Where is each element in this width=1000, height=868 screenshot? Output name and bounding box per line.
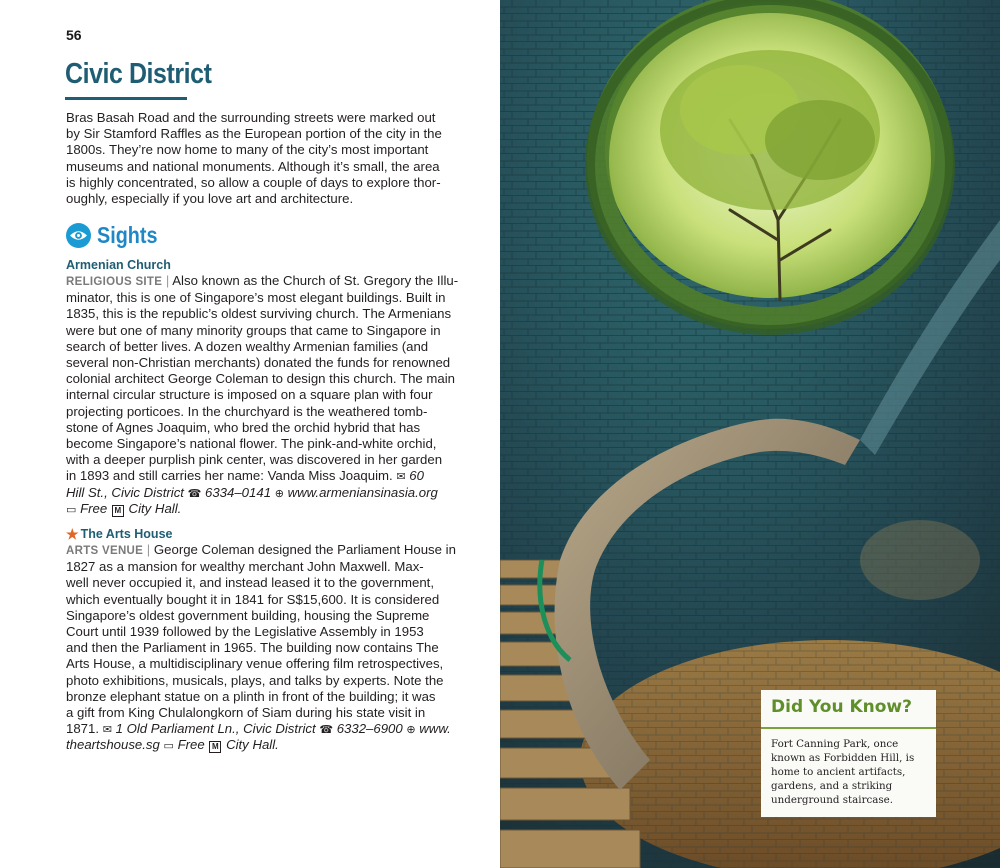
body-line: and then the Parliament in 1965. The building now contains The [66, 640, 439, 656]
entry-body-arts-house [66, 542, 456, 754]
did-you-know-callout [761, 690, 936, 817]
price: Free [80, 500, 108, 516]
entry-first-line [66, 273, 459, 290]
entry-body-armenian-church [66, 273, 459, 517]
body-text: George Coleman designed the Parliament House in [153, 542, 456, 557]
callout-line: known as Forbidden Hill, is [771, 752, 915, 764]
entry-title-arts-house [66, 527, 172, 541]
price-line [66, 501, 452, 517]
body-text: Also known as the Church of St. Gregory the Illu- [172, 273, 459, 288]
body-text: in 1893 and still carries her name: Vanda Miss Joaquim. [66, 468, 393, 484]
body-line: Arts House, a multidisciplinary venue offering film retrospectives, [66, 656, 444, 672]
intro-line: Bras Basah Road and the surrounding streets were marked out [66, 110, 436, 125]
phone-icon: ☎ [319, 724, 334, 737]
body-line: bronze elephant statue on a plinth in front of the building; it was [66, 688, 436, 704]
body-line: become Singapore’s national flower. The pink-and-white orchid, [66, 436, 437, 452]
body-line: colonial architect George Coleman to design this church. The main [66, 371, 455, 387]
sights-label: Sights [97, 221, 158, 248]
intro-line: museums and national monuments. Although it’s small, the area [66, 158, 440, 174]
entry-title-text: The Arts House [80, 527, 173, 541]
sights-heading [66, 221, 167, 249]
body-line: stone of Agnes Joaquim, who bred the orchid hybrid that has [66, 419, 421, 435]
separator: | [162, 273, 173, 288]
body-line-with-address [66, 468, 452, 484]
body-line: well never occupied it, and instead leased it to the government, [66, 575, 435, 591]
address: Hill St., Civic District [66, 484, 184, 500]
address-number: 60 [409, 468, 424, 484]
metro-icon: M [209, 741, 221, 753]
body-line: 1827 as a mansion for wealthy merchant John Maxwell. Max- [66, 559, 424, 575]
category-label: ARTS VENUE [66, 545, 144, 557]
star-icon: ★ [66, 526, 79, 542]
body-line: minator, this is one of Singapore’s most elegant buildings. Built in [66, 290, 446, 306]
body-line: which eventually bought it in 1841 for S$15,600. It is considered [66, 591, 440, 607]
entry-first-line [66, 542, 456, 559]
intro-line: oughly, especially if you love art and architecture. [66, 191, 354, 207]
website-link-part[interactable]: theartshouse.sg [66, 737, 160, 753]
contact-line [66, 485, 452, 501]
callout-line: gardens, and a striking [771, 780, 893, 792]
callout-line: underground staircase. [771, 794, 894, 806]
ticket-icon: ▭ [163, 740, 174, 753]
station: City Hall. [226, 737, 279, 753]
body-line: Court until 1939 followed by the Legislative Assembly in 1953 [66, 624, 424, 640]
body-line: Singapore’s oldest government building, housing the Supreme [66, 607, 430, 623]
address: 1 Old Parliament Ln., Civic District [115, 721, 316, 737]
callout-line: Fort Canning Park, once [771, 738, 899, 750]
separator: | [143, 542, 154, 557]
body-line: with a deeper purplish pink center, was discovered in her garden [66, 452, 443, 468]
section-title: Civic District [65, 58, 212, 90]
website-link-part[interactable]: www. [419, 721, 451, 737]
body-line: internal circular structure is imposed on a square plan with four [66, 387, 433, 403]
mail-icon: ✉ [102, 724, 112, 737]
eye-icon [66, 223, 91, 248]
contact-line [66, 721, 452, 737]
globe-icon: ⊕ [406, 724, 416, 737]
intro-line: 1800s. They’re now home to many of the city’s most important [66, 142, 429, 158]
phone: 6332–6900 [336, 721, 403, 737]
globe-icon: ⊕ [274, 487, 284, 500]
body-text: 1871. [66, 721, 100, 737]
entry-title-armenian-church: Armenian Church [66, 258, 171, 272]
body-line: 1835, this is the republic’s oldest surviving church. The Armenians [66, 306, 452, 322]
mail-icon: ✉ [396, 471, 406, 484]
body-line: a gift from King Chulalongkorn of Siam during his state visit in [66, 705, 426, 721]
title-underline [65, 97, 187, 100]
callout-heading [761, 690, 936, 729]
website-link[interactable]: www.armeniansinasia.org [287, 484, 438, 500]
intro-line: by Sir Stamford Raffles as the European portion of the city in the [66, 126, 442, 142]
callout-heading-text: Did You Know? [771, 697, 912, 717]
intro-line: is highly concentrated, so allow a couple of days to explore thor- [66, 174, 441, 190]
body-line: several non-Christian merchants) donated the funds for renowned [66, 355, 451, 371]
intro-paragraph [66, 110, 452, 207]
page-number: 56 [66, 27, 82, 43]
body-line: photo exhibitions, musicals, plays, and talks by experts. Note the [66, 672, 444, 688]
phone-icon: ☎ [187, 487, 202, 500]
metro-icon: M [112, 505, 124, 517]
price-line [66, 737, 452, 753]
price: Free [177, 737, 205, 753]
callout-body [771, 737, 933, 807]
ticket-icon: ▭ [66, 503, 77, 516]
callout-line: home to ancient artifacts, [771, 766, 906, 778]
body-line: projecting porticoes. In the churchyard is the weathered tomb- [66, 403, 428, 419]
category-label: RELIGIOUS SITE [66, 276, 163, 288]
phone: 6334–0141 [205, 484, 272, 500]
station: City Hall. [128, 500, 182, 516]
body-line: search of better lives. A dozen wealthy Armenian families (and [66, 338, 429, 354]
body-line: were but one of many minority groups that came to Singapore in [66, 322, 441, 338]
